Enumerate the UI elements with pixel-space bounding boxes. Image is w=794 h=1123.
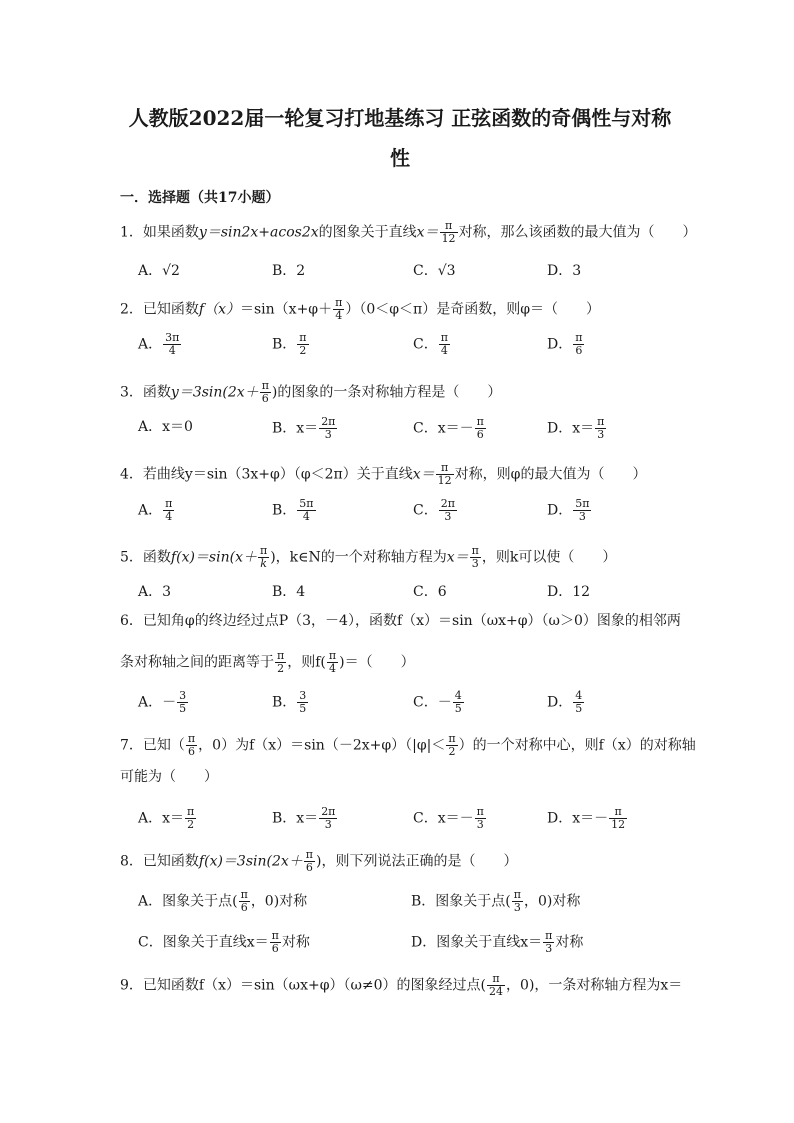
q7-frac2-den: 2 xyxy=(448,745,456,758)
q3-option-d[interactable] xyxy=(547,416,607,441)
q2-option-c-num: π xyxy=(440,331,448,344)
q5-frac2-num: π xyxy=(471,544,479,557)
q1-expr: y＝sin2x+acos2x xyxy=(198,224,319,241)
q1-fraction xyxy=(440,220,458,245)
q6-option-d-frac xyxy=(573,690,584,715)
q8-option-b[interactable] xyxy=(411,889,580,914)
question-5 xyxy=(120,545,680,570)
q3-option-a[interactable] xyxy=(138,416,193,436)
q5-fraction-2 xyxy=(470,545,481,570)
question-6-line-2 xyxy=(120,650,680,675)
q7-option-a-label: A．x＝ xyxy=(138,810,185,827)
q4-option-b-den: 4 xyxy=(302,510,310,523)
q7-option-d-num: π xyxy=(609,806,627,819)
q7-option-d-frac xyxy=(609,806,627,831)
q8-text-c: )，则下列说法正确的是（ ） xyxy=(316,853,518,870)
q4-fraction xyxy=(436,462,454,487)
q2-option-c-den: 4 xyxy=(440,344,448,357)
q1-option-a[interactable]: A．√2 xyxy=(138,263,180,279)
q7-line1-a: 7．已知（ xyxy=(120,737,185,754)
q6-frac-num: π xyxy=(277,649,285,662)
q4-option-b-label: B． xyxy=(272,502,297,519)
q2-option-d-den: 6 xyxy=(575,344,583,357)
q8-option-c-text: C．图象关于直线x＝ xyxy=(138,934,269,951)
question-8 xyxy=(120,849,680,874)
doc-title-line2: 性 xyxy=(390,146,410,170)
q8-option-a-frac xyxy=(239,889,250,914)
q3-option-c-num: π xyxy=(476,415,484,428)
q7-line1-c: ）的一个对称中心，则f（x）的对称轴 xyxy=(458,737,696,754)
q4-option-d-label: D． xyxy=(547,502,573,519)
q7-option-c-den: 3 xyxy=(476,818,484,831)
q7-line1-b: ，0）为f（x）＝sin（－2x+φ）（|φ|＜ xyxy=(198,737,446,754)
q4-option-a-frac xyxy=(163,498,174,523)
q7-option-a-frac xyxy=(185,806,196,831)
q2-option-b-num: π xyxy=(299,331,307,344)
q6-option-c-frac xyxy=(453,690,464,715)
q8-option-d-frac xyxy=(543,930,554,955)
q3-frac-num: π xyxy=(261,379,269,392)
q2-option-b-label: B． xyxy=(272,336,297,353)
q4-option-b-frac xyxy=(297,498,315,523)
q8-option-a-text: A．图象关于点( xyxy=(138,893,238,910)
section-heading: 一．选择题（共17小题） xyxy=(120,190,280,206)
q8-option-a[interactable] xyxy=(138,889,307,914)
q5-fraction xyxy=(258,545,269,570)
question-1 xyxy=(120,219,697,245)
q9-text-a: 9．已知函数f（x）＝sin（ωx+φ）（ω≠0）的图象经过点( xyxy=(120,977,487,994)
q8-option-c-den: 6 xyxy=(271,942,279,955)
q7-fraction-2 xyxy=(446,733,457,758)
q6-option-b-num: 3 xyxy=(299,689,307,702)
q6-option-b-frac xyxy=(297,690,308,715)
q3-option-b-den: 3 xyxy=(324,428,332,441)
q2-option-d-num: π xyxy=(575,331,583,344)
q4-option-d-frac xyxy=(573,498,591,523)
q9-frac-den: 24 xyxy=(489,985,504,998)
q3-option-d-den: 3 xyxy=(597,428,605,441)
q8-option-d-text: D．图象关于直线x＝ xyxy=(411,934,543,951)
q7-option-a-num: π xyxy=(187,805,195,818)
q1-option-d[interactable]: D．3 xyxy=(547,263,582,279)
q5-text-c: ，则k可以使（ ） xyxy=(481,549,617,566)
q8-option-d-tail: 对称 xyxy=(555,934,584,951)
question-4 xyxy=(120,462,680,487)
q3-option-b-num: 2π xyxy=(321,415,336,428)
q5-option-b[interactable]: B．4 xyxy=(272,584,306,600)
q6-option-a-label: A．－ xyxy=(138,694,177,711)
q2-option-a-frac xyxy=(163,332,181,357)
q8-option-c-tail: 对称 xyxy=(281,934,310,951)
q6-option-c-num: 4 xyxy=(454,689,462,702)
q7-fraction xyxy=(186,733,197,758)
q6-option-b-den: 5 xyxy=(299,702,307,715)
q6-option-c[interactable] xyxy=(413,690,465,715)
q8-option-b-den: 3 xyxy=(513,901,521,914)
q1-frac-num: π xyxy=(440,220,458,233)
q5-expr: f(x)＝sin(x＋ xyxy=(170,549,257,566)
q6-option-b[interactable] xyxy=(272,690,309,715)
q7-option-c[interactable] xyxy=(413,806,487,831)
q8-text-a: 8．已知函数 xyxy=(120,853,199,870)
q9-fraction xyxy=(487,973,505,998)
q2-option-d-frac xyxy=(573,332,584,357)
q7-option-b-label: B．x＝ xyxy=(272,810,319,827)
q1-text-c: 对称，那么该函数的最大值为（ ） xyxy=(458,224,697,241)
q6-line2-c: )＝（ ） xyxy=(339,654,415,671)
q2-frac-den: 4 xyxy=(335,309,343,322)
q4-option-a-num: π xyxy=(165,497,173,510)
q3-text-a: 3．函数 xyxy=(120,384,171,401)
q4-option-c-num: 2π xyxy=(440,497,455,510)
q7-option-d-den: 12 xyxy=(611,818,626,831)
q1-text-b: 的图象关于直线 xyxy=(318,224,417,241)
q7-option-a-den: 2 xyxy=(187,818,195,831)
q8-option-c-frac xyxy=(270,930,281,955)
q6-option-a[interactable] xyxy=(138,690,189,715)
q3-text-c: )的图象的一条对称轴方程是（ ） xyxy=(271,384,502,401)
q4-option-b-num: 5π xyxy=(299,497,314,510)
q9-text-b: ，0)，一条对称轴方程为x＝ xyxy=(506,977,683,994)
q6-option-a-frac xyxy=(177,690,188,715)
q3-option-c-label: C．x＝－ xyxy=(413,420,474,437)
q5-option-c[interactable]: C．6 xyxy=(413,584,447,600)
q4-option-d[interactable] xyxy=(547,498,592,523)
q8-option-d-den: 3 xyxy=(545,942,553,955)
q8-option-c[interactable] xyxy=(138,930,310,955)
q8-option-d-num: π xyxy=(545,929,553,942)
q1-option-c[interactable]: C．√3 xyxy=(413,263,456,279)
q3-option-c-frac xyxy=(475,416,486,441)
q7-option-b[interactable] xyxy=(272,806,338,831)
q8-expr: f(x)＝3sin(2x＋ xyxy=(198,853,303,870)
q7-option-c-label: C．x＝－ xyxy=(413,810,474,827)
q8-option-a-num: π xyxy=(240,888,248,901)
q7-option-b-num: 2π xyxy=(321,805,336,818)
q4-option-a-label: A． xyxy=(138,502,163,519)
q7-frac2-num: π xyxy=(448,732,456,745)
q5-frac-den: k xyxy=(260,557,267,570)
q5-option-d[interactable]: D．12 xyxy=(547,584,591,600)
q1-text-a: 1．如果函数 xyxy=(120,224,199,241)
q6-option-a-den: 5 xyxy=(179,702,187,715)
question-2 xyxy=(120,297,680,322)
q5-frac2-den: 3 xyxy=(471,557,479,570)
q6-fraction-2 xyxy=(327,650,338,675)
q4-option-c-label: C． xyxy=(413,502,438,519)
q3-option-d-num: π xyxy=(597,415,605,428)
q2-option-a-label: A． xyxy=(138,336,163,353)
q3-fraction xyxy=(260,380,271,405)
q2-text-a: 2．已知函数 xyxy=(120,301,199,318)
q4-frac-num: π xyxy=(436,462,454,475)
q2-option-d-label: D． xyxy=(547,336,573,353)
q6-option-c-den: 5 xyxy=(454,702,462,715)
q3-option-c-den: 6 xyxy=(476,428,484,441)
q3-option-d-label: D．x＝ xyxy=(547,420,595,437)
q2-option-d[interactable] xyxy=(547,332,585,357)
q3-option-b[interactable] xyxy=(272,416,338,441)
q3-expr: y＝3sin(2x＋ xyxy=(170,384,259,401)
q8-option-a-den: 6 xyxy=(240,901,248,914)
q2-frac-num: π xyxy=(335,296,343,309)
question-3 xyxy=(120,380,680,405)
q8-option-b-tail: ，0)对称 xyxy=(523,893,581,910)
q2-option-c[interactable] xyxy=(413,332,451,357)
q4-frac-den: 12 xyxy=(437,474,452,487)
q8-option-b-text: B．图象关于点( xyxy=(411,893,511,910)
q2-fx: f（x） xyxy=(198,301,240,318)
q4-x-eq: x＝ xyxy=(412,466,435,483)
q6-option-d-label: D． xyxy=(547,694,573,711)
q1-x-eq: x＝ xyxy=(416,224,439,241)
question-7-line-2: 可能为（ ） xyxy=(120,769,218,785)
q8-option-b-frac xyxy=(512,889,523,914)
q5-option-a[interactable]: A．3 xyxy=(138,584,172,600)
q7-option-c-frac xyxy=(475,806,486,831)
q2-option-a-num: 3π xyxy=(165,331,180,344)
q6-line2-a: 条对称轴之间的距离等于 xyxy=(120,654,274,671)
q3-option-b-frac xyxy=(319,416,337,441)
q8-frac-num: π xyxy=(305,848,314,861)
q8-fraction xyxy=(304,849,315,874)
q2-text-b: ＝sin（x+φ＋ xyxy=(240,301,333,318)
q8-frac-den: 6 xyxy=(305,861,313,874)
q4-text-a: 4．若曲线 xyxy=(120,466,185,483)
q6-option-b-label: B． xyxy=(272,694,297,711)
q7-option-a[interactable] xyxy=(138,806,197,831)
q7-option-c-num: π xyxy=(476,805,484,818)
q4-option-a[interactable] xyxy=(138,498,175,523)
q4-option-d-num: 5π xyxy=(575,497,590,510)
q8-option-c-num: π xyxy=(271,929,279,942)
q7-option-d-label: D．x＝－ xyxy=(547,810,609,827)
q2-option-a-den: 4 xyxy=(168,344,176,357)
q5-text-b: )，k∈N的一个对称轴方程为 xyxy=(270,549,447,566)
q4-option-c-frac xyxy=(439,498,457,523)
q3-frac-den: 6 xyxy=(261,392,269,405)
q7-option-d[interactable] xyxy=(547,806,628,831)
q7-option-b-frac xyxy=(319,806,337,831)
q7-frac-num: π xyxy=(187,732,196,745)
q4-option-d-den: 3 xyxy=(578,510,586,523)
q8-option-b-num: π xyxy=(513,888,521,901)
q4-option-a-den: 4 xyxy=(165,510,173,523)
q3-option-d-frac xyxy=(595,416,606,441)
q2-option-c-frac xyxy=(439,332,450,357)
q6-frac2-num: π xyxy=(328,649,337,662)
q6-option-c-label: C．－ xyxy=(413,694,452,711)
q2-option-b-frac xyxy=(297,332,308,357)
q1-option-b[interactable]: B．2 xyxy=(272,263,306,279)
q6-frac2-den: 4 xyxy=(329,662,336,675)
q8-option-d[interactable] xyxy=(411,930,583,955)
q8-option-a-tail: ，0)对称 xyxy=(250,893,308,910)
q6-option-d-den: 5 xyxy=(575,702,583,715)
q2-option-c-label: C． xyxy=(413,336,438,353)
q4-expr: y＝sin（3x+φ）（φ＜2π）关于直线 xyxy=(184,466,413,483)
q2-option-b[interactable] xyxy=(272,332,310,357)
q2-text-c: ）（0＜φ＜π）是奇函数，则φ＝（ ） xyxy=(345,301,601,318)
q5-frac-num: π xyxy=(259,544,268,557)
q6-line2-b: ，则f( xyxy=(287,654,326,671)
q6-frac-den: 2 xyxy=(277,662,285,675)
question-7-line-1 xyxy=(120,732,696,758)
q9-frac-num: π xyxy=(487,973,505,986)
q4-option-c-den: 3 xyxy=(444,510,452,523)
q3-option-b-label: B．x＝ xyxy=(272,420,319,437)
question-6-line-1: 6．已知角φ的终边经过点P（3，－4），函数f（x）＝sin（ωx+φ）（ω＞0）图象的相邻两 xyxy=(120,613,681,629)
q4-text-c: 对称，则φ的最大值为（ ） xyxy=(454,466,647,483)
q6-fraction xyxy=(275,650,286,675)
q5-x-eq: x＝ xyxy=(446,549,469,566)
q3-option-a-label: A．x＝0 xyxy=(138,419,193,435)
question-9 xyxy=(120,972,683,998)
q7-option-b-den: 3 xyxy=(324,818,332,831)
q6-option-d[interactable] xyxy=(547,690,585,715)
doc-title-line1: 人教版2022届一轮复习打地基练习 正弦函数的奇偶性与对称 xyxy=(128,106,672,130)
q4-option-b[interactable] xyxy=(272,498,317,523)
q6-option-a-num: 3 xyxy=(179,689,187,702)
q1-frac-den: 12 xyxy=(441,232,456,245)
q7-frac-den: 6 xyxy=(188,745,196,758)
q2-option-a[interactable] xyxy=(138,332,182,357)
q2-option-b-den: 2 xyxy=(299,344,307,357)
q4-option-c[interactable] xyxy=(413,498,458,523)
q5-text-a: 5．函数 xyxy=(120,549,171,566)
q6-option-d-num: 4 xyxy=(575,689,583,702)
q3-option-c[interactable] xyxy=(413,416,487,441)
q2-fraction xyxy=(333,297,344,322)
